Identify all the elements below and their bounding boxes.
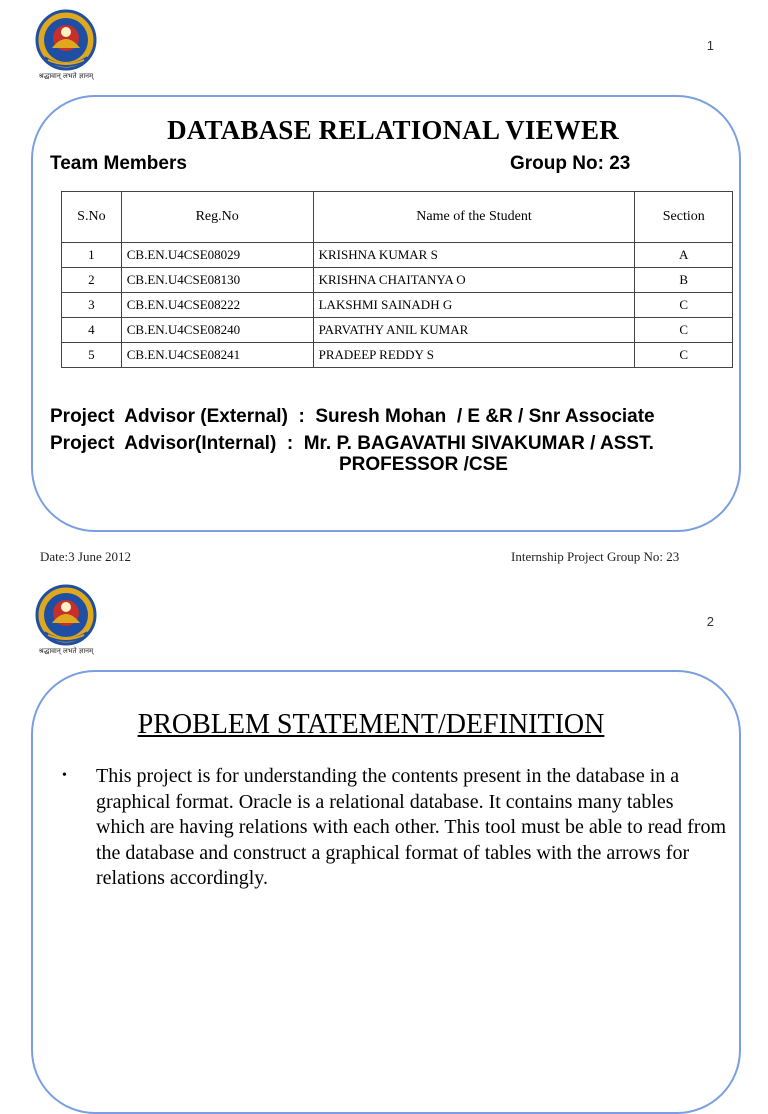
cell-sno: 5 <box>62 343 122 368</box>
table-row <box>62 243 733 268</box>
cell-regno: CB.EN.U4CSE08222 <box>121 293 313 318</box>
cell-section: C <box>635 343 733 368</box>
cell-student-name: PARVATHY ANIL KUMAR <box>313 318 635 343</box>
cell-student-name: KRISHNA CHAITANYA O <box>313 268 635 293</box>
header-section: Section <box>635 192 733 243</box>
footer-group: Internship Project Group No: 23 <box>511 549 680 564</box>
cell-student-name: LAKSHMI SAINADH G <box>313 293 635 318</box>
cell-regno: CB.EN.U4CSE08130 <box>121 268 313 293</box>
external-advisor-line: Project Advisor (External) : Suresh Mohan / E &R / Snr Associate <box>50 406 655 427</box>
internal-advisor-line-continued: PROFESSOR /CSE <box>339 454 508 475</box>
table-row <box>62 318 733 343</box>
cell-regno: CB.EN.U4CSE08240 <box>121 318 313 343</box>
cell-sno: 2 <box>62 268 122 293</box>
cell-sno: 1 <box>62 243 122 268</box>
cell-student-name: KRISHNA KUMAR S <box>313 243 635 268</box>
page-number: 1 <box>706 38 714 53</box>
table-header-row <box>62 192 733 243</box>
team-members-table <box>61 191 733 368</box>
table-row <box>62 343 733 368</box>
emblem-motto: श्रद्धावान् लभते ज्ञानम् <box>38 72 94 80</box>
header-student-name: Name of the Student <box>313 192 635 243</box>
cell-section: A <box>635 243 733 268</box>
table-row <box>62 268 733 293</box>
table-row <box>62 293 733 318</box>
slide-title: PROBLEM STATEMENT/DEFINITION <box>137 709 605 740</box>
cell-section: B <box>635 268 733 293</box>
university-emblem-logo <box>30 8 102 86</box>
internal-advisor-line: Project Advisor(Internal) : Mr. P. BAGAVATHI SIVAKUMAR / ASST. <box>50 433 654 454</box>
cell-sno: 4 <box>62 318 122 343</box>
emblem-motto: श्रद्धावान् लभते ज्ञानम् <box>38 647 94 655</box>
emblem-icon <box>30 583 102 647</box>
cell-student-name: PRADEEP REDDY S <box>313 343 635 368</box>
emblem-icon <box>30 8 102 72</box>
cell-section: C <box>635 318 733 343</box>
team-members-label: Team Members <box>50 153 187 174</box>
problem-statement-text: This project is for understanding the contents present in the database in a graphical format. Oracle is a relational database. It contains many tables which are having relations with each other. This tool must be able to read from the database and construct a graphical format of tables with the arrows for relations accordingly. <box>96 765 727 889</box>
footer-date: Date:3 June 2012 <box>40 549 131 564</box>
group-number-label: Group No: 23 <box>510 153 631 174</box>
slide-title: DATABASE RELATIONAL VIEWER <box>167 115 619 145</box>
cell-regno: CB.EN.U4CSE08029 <box>121 243 313 268</box>
header-regno: Reg.No <box>121 192 313 243</box>
bullet-icon: • <box>62 768 67 783</box>
cell-sno: 3 <box>62 293 122 318</box>
header-sno: S.No <box>62 192 122 243</box>
slide-2 <box>0 575 768 1024</box>
cell-section: C <box>635 293 733 318</box>
cell-regno: CB.EN.U4CSE08241 <box>121 343 313 368</box>
university-emblem-logo <box>30 583 102 661</box>
page-number: 2 <box>706 614 714 629</box>
